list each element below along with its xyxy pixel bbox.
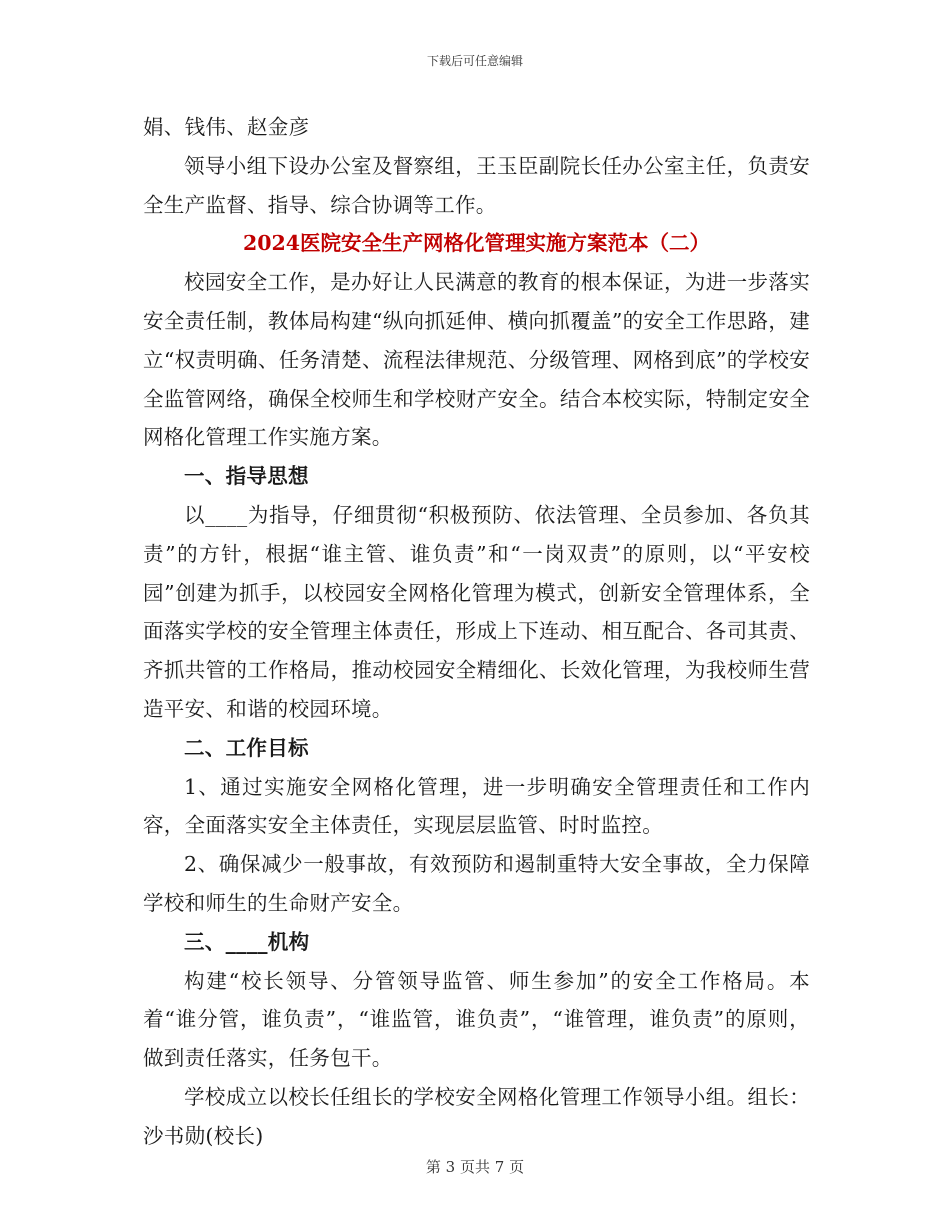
paragraph-continuation: 娟、钱伟、赵金彦	[143, 115, 310, 139]
section-heading-organization: 三、____机构	[184, 929, 310, 954]
paragraph-work-pattern: 构建“校长领导、分管领导监管、师生参加”的安全工作格局。本着“谁分管，谁负责”，“谁监管，谁负责”，“谁管理，谁负责”的原则，做到责任落实，任务包干。	[143, 968, 810, 1071]
paragraph-goal-2: 2、确保减少一般事故，有效预防和遏制重特大安全事故，全力保障学校和师生的生命财产安全。	[143, 852, 810, 915]
page-footer: 第 3 页共 7 页	[425, 1158, 525, 1176]
section-heading-guiding-ideology: 一、指导思想	[184, 464, 309, 489]
page-header: 下载后可任意编辑	[426, 54, 523, 68]
document-body	[143, 108, 810, 1156]
section-heading-work-goals: 二、工作目标	[184, 735, 309, 760]
document-title: 2024医院安全生产网格化管理实施方案范本（二）	[242, 231, 711, 256]
paragraph-office-setup: 领导小组下设办公室及督察组，王玉臣副院长任办公室主任，负责安全生产监督、指导、综合协调等工作。	[143, 153, 810, 217]
paragraph-intro: 校园安全工作，是办好让人民满意的教育的根本保证，为进一步落实安全责任制，教体局构建“纵向抓延伸、横向抓覆盖”的安全工作思路，建立“权责明确、任务清楚、流程法律规范、分级管理、网格到底”的学校安全监管网络，确保全校师生和学校财产安全。结合本校实际，特制定安全网格化管理工作实施方案。	[143, 270, 810, 450]
paragraph-goal-1: 1、通过实施安全网格化管理，进一步明确安全管理责任和工作内容，全面落实安全主体责任，实现层层监管、时时监控。	[143, 774, 810, 838]
paragraph-guiding-ideology: 以____为指导，仔细贯彻“积极预防、依法管理、全员参加、各负其责”的方针，根据“谁主管、谁负责”和“一岗双责”的原则，以“平安校园”创建为抓手，以校园安全网格化管理为模式，创新安全管理体系，全面落实学校的安全管理主体责任，形成上下连动、相互配合、各司其责、齐抓共管的工作格局，推动校园安全精细化、长效化管理，为我校师生营造平安、和谐的校园环境。	[143, 502, 810, 721]
paragraph-leading-group: 学校成立以校长任组长的学校安全网格化管理工作领导小组。组长：沙书勋(校长)	[143, 1084, 810, 1148]
